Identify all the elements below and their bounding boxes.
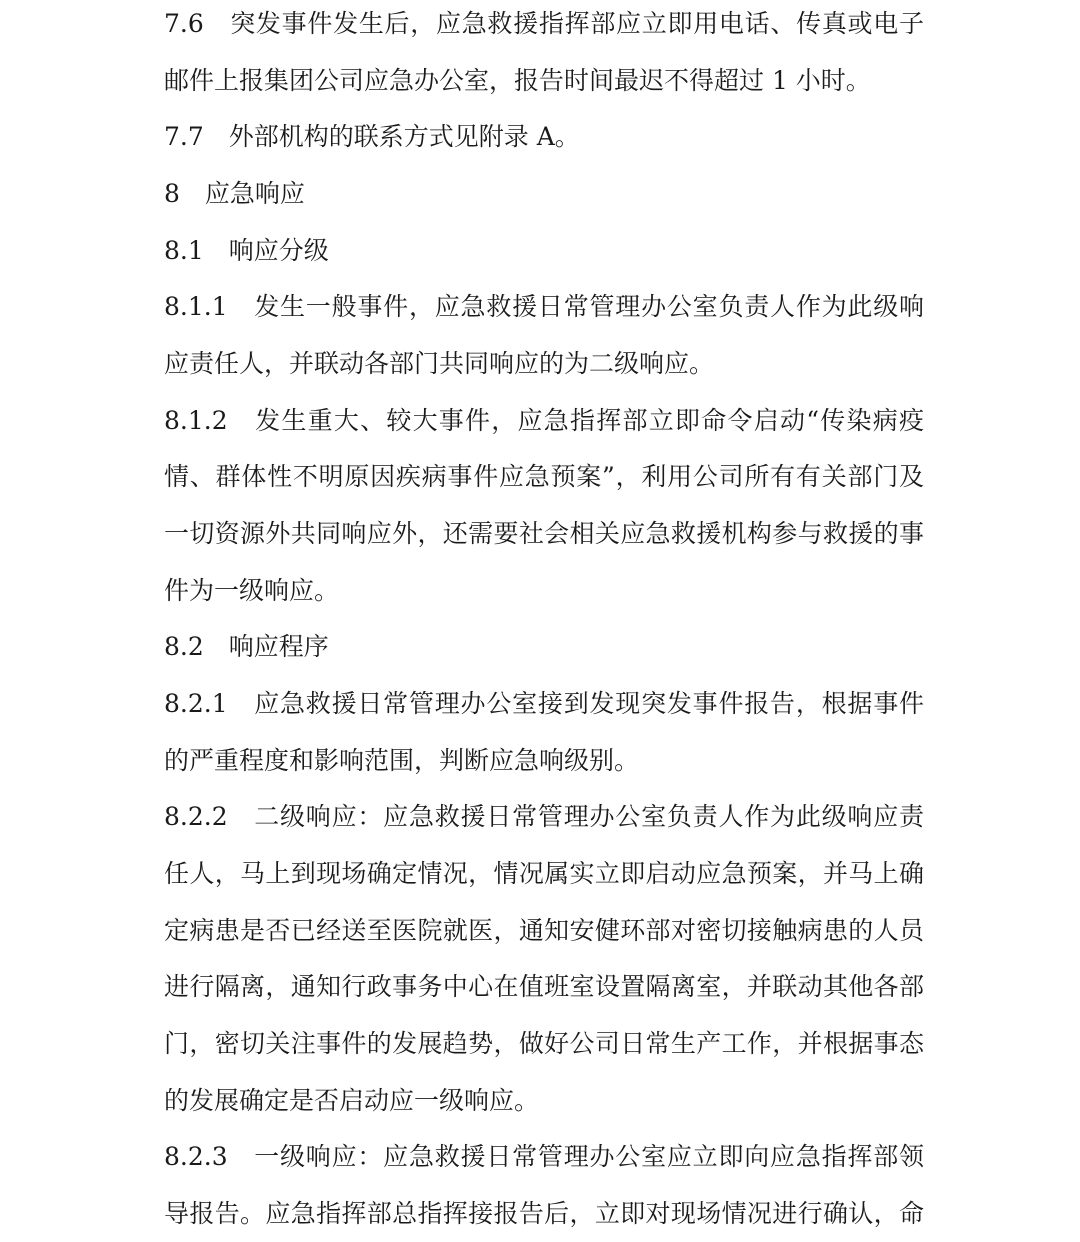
text-line: 门，密切关注事件的发展趋势，做好公司日常生产工作，并根据事态 bbox=[164, 1029, 924, 1058]
text-line: 件为一级响应。 bbox=[164, 576, 340, 605]
text-line: 8.2.2 二级响应：应急救援日常管理办公室负责人作为此级响应责 bbox=[164, 802, 924, 831]
text-line: 一切资源外共同响应外，还需要社会相关应急救援机构参与救援的事 bbox=[164, 519, 924, 548]
text-line: 8.1.2 发生重大、较大事件，应急指挥部立即命令启动“传染病疫 bbox=[164, 406, 924, 435]
text-line: 7.6 突发事件发生后，应急救援指挥部应立即用电话、传真或电子 bbox=[164, 9, 924, 38]
text-line: 8.2.3 一级响应：应急救援日常管理办公室应立即向应急指挥部领 bbox=[164, 1142, 924, 1171]
text-line: 的严重程度和影响范围，判断应急响级别。 bbox=[164, 746, 640, 775]
text-line: 情、群体性不明原因疾病事件应急预案”，利用公司所有有关部门及 bbox=[164, 462, 924, 491]
text-line: 任人，马上到现场确定情况，情况属实立即启动应急预案，并马上确 bbox=[164, 859, 924, 888]
section-heading: 8 应急响应 bbox=[164, 179, 305, 208]
subsection-heading: 8.2 响应程序 bbox=[164, 632, 329, 661]
text-line: 进行隔离，通知行政事务中心在值班室设置隔离室，并联动其他各部 bbox=[164, 972, 924, 1001]
subsection-heading: 8.1 响应分级 bbox=[164, 236, 329, 265]
text-line: 定病患是否已经送至医院就医，通知安健环部对密切接触病患的人员 bbox=[164, 916, 924, 945]
text-line: 的发展确定是否启动应一级响应。 bbox=[164, 1086, 540, 1115]
text-line: 应责任人，并联动各部门共同响应的为二级响应。 bbox=[164, 349, 715, 378]
text-line: 7.7 外部机构的联系方式见附录 A。 bbox=[164, 122, 580, 151]
text-line: 邮件上报集团公司应急办公室，报告时间最迟不得超过 1 小时。 bbox=[164, 66, 871, 95]
text-line: 8.2.1 应急救援日常管理办公室接到发现突发事件报告，根据事件 bbox=[164, 689, 924, 718]
text-line: 8.1.1 发生一般事件，应急救援日常管理办公室负责人作为此级响 bbox=[164, 292, 924, 321]
text-line: 导报告。应急指挥部总指挥接报告后，立即对现场情况进行确认，命 bbox=[164, 1199, 924, 1228]
